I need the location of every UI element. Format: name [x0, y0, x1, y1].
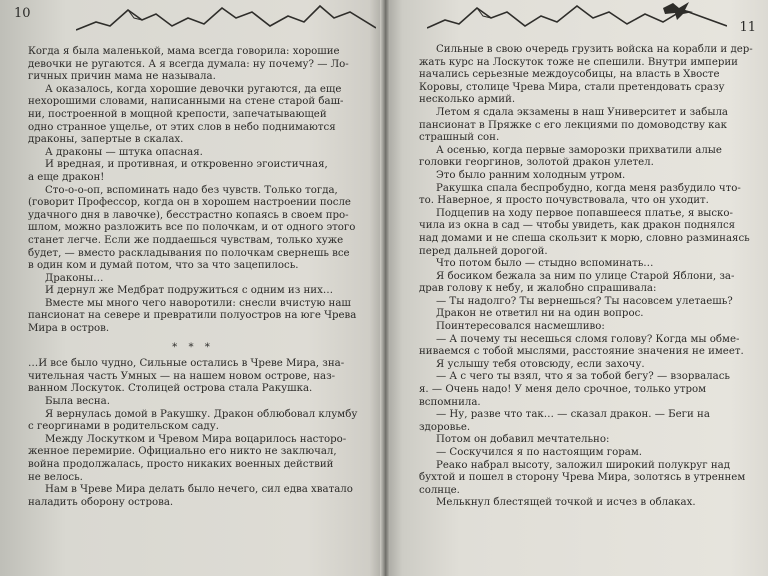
- text-line: Поинтересовался насмешливо:: [436, 321, 605, 333]
- text-line: Я босиком бежала за ним по улице Старой Яблони, за-: [436, 270, 735, 282]
- text-line: Подцепив на ходу первое попавшееся платье, я выско-: [436, 207, 733, 219]
- text-line: — А с чего ты взял, что я за тобой бегу? — взорвалась: [436, 371, 730, 383]
- text-line: Вместе мы много чего наворотили: снесли вчистую наш: [45, 297, 351, 309]
- text-line: война продолжалась, просто никаких военных действий: [28, 459, 334, 470]
- text-line: — А почему ты несешься сломя голову? Когда мы обме-: [436, 333, 740, 345]
- text-line: ни, построенной в мощной крепости, запечатывающей: [28, 108, 327, 120]
- text-line: удачного дня в лавочке), бесстрастно копаясь в своем про-: [28, 209, 349, 221]
- text-line: над домами и не спеша скользит к морю, словно разминаясь: [419, 232, 750, 244]
- text-line: драконы, запертые в скалах.: [28, 134, 184, 146]
- text-line: я. — Очень надо! У меня дело срочное, только утром: [419, 384, 707, 396]
- text-line: нехорошими словами, написанными на стене старой баш-: [28, 96, 344, 108]
- book-spine-gutter: [380, 0, 390, 576]
- text-line: чительная часть Умных — на нашем новом острове, наз-: [28, 370, 336, 382]
- text-line: вспомнила.: [419, 396, 481, 408]
- text-line: перед дальней дорогой.: [419, 245, 548, 257]
- text-line: шлом, можно разложить все по полочкам, и от одного этого: [28, 222, 356, 234]
- right-page-number: 11: [739, 20, 756, 35]
- text-line: И вредная, и противная, и откровенно эгоистичная,: [45, 159, 328, 171]
- text-line: начались серьезные междоусобицы, на власть в Хвосте: [419, 69, 720, 81]
- text-line: А драконы — штука опасная.: [45, 146, 203, 158]
- text-line: здоровье.: [419, 421, 471, 433]
- text-line: …И все было чудно, Сильные остались в Чреве Мира, зна-: [28, 358, 345, 370]
- text-line: будет, — вместо раскладывания по полочкам свернешь все: [28, 247, 350, 259]
- text-line: Я услышу тебя отовсюду, если захочу.: [436, 358, 645, 370]
- text-line: — Соскучился я по настоящим горам.: [436, 447, 643, 458]
- text-line: — Ну, разве что так… — сказал дракон. — Беги на: [436, 409, 710, 421]
- text-line: не велось.: [28, 471, 83, 483]
- text-line: женное перемирие. Официально его никто не заключал,: [28, 446, 337, 458]
- text-line: гичных причин мама не называла.: [28, 71, 216, 83]
- text-line: жать курс на Лоскуток тоже не спешили. Внутри империи: [419, 56, 738, 68]
- text-line: Потом он добавил мечтательно:: [436, 434, 610, 446]
- text-line: Сильные в свою очередь грузить войска на корабли и дер-: [436, 44, 753, 55]
- text-line: Мира в остров.: [28, 323, 110, 335]
- text-line: Между Лоскутком и Чревом Мира воцарилось насторо-: [45, 433, 347, 445]
- mountains-dragon-decoration-right: [427, 0, 727, 34]
- section-divider: * * *: [172, 341, 214, 353]
- text-line: бухтой и пошел в сторону Чрева Мира, золотясь в утреннем: [419, 472, 746, 484]
- text-line: Была весна.: [45, 396, 110, 408]
- right-page: [383, 0, 768, 576]
- text-line: то. Наверное, я просто почувствовала, что он уходит.: [419, 195, 709, 207]
- text-line: страшный сон.: [419, 132, 500, 144]
- text-line: солнце.: [419, 484, 460, 496]
- text-line: Это было ранним холодным утром.: [436, 169, 626, 181]
- text-line: ниваемся с тобой мыслями, расстояние значения не имеет.: [419, 346, 744, 358]
- text-line: несколько армий.: [419, 94, 516, 106]
- text-line: Коровы, столице Чрева Мира, стали претендовать сразу: [419, 81, 725, 93]
- left-page-text: [28, 46, 358, 509]
- text-line: Реако набрал высоту, заложил широкий полукруг над: [436, 459, 730, 471]
- text-line: станет легче. Если же поддаешься чувствам, только хуже: [28, 234, 344, 246]
- text-line: драв голову к небу, и жалобно спрашивала:: [419, 283, 657, 295]
- text-line: Ракушка спала беспробудно, когда меня разбудило что-: [436, 182, 741, 194]
- text-line: с георгинами в родительском саду.: [28, 421, 219, 433]
- text-line: — Ты надолго? Ты вернешься? Ты насовсем улетаешь?: [436, 295, 733, 307]
- right-page-text: [419, 44, 753, 510]
- text-line: Когда я была маленькой, мама всегда говорила: хорошие: [28, 46, 340, 57]
- text-line: Нам в Чреве Мира делать было нечего, сил едва хватало: [45, 484, 353, 496]
- text-line: Я вернулась домой в Ракушку. Дракон облюбовал клумбу: [45, 408, 358, 420]
- text-line: пансионат на севере и превратили полуостров на юге Чрева: [28, 310, 357, 322]
- text-line: Что потом было — стыдно вспоминать…: [436, 258, 654, 270]
- text-line: И дернул же Медбрат подружиться с одним из них…: [45, 285, 334, 297]
- text-line: Дракон не ответил ни на один вопрос.: [436, 308, 644, 320]
- text-line: Драконы…: [45, 272, 104, 284]
- text-line: головки георгинов, золотой дракон улетел.: [419, 157, 654, 169]
- text-line: А оказалось, когда хорошие девочки ругаются, да еще: [45, 83, 342, 95]
- text-line: а еще дракон!: [28, 171, 105, 183]
- text-line: чила из окна в сад — чтобы увидеть, как дракон поднялся: [419, 220, 736, 232]
- text-line: ванном Лоскуток. Столицей острова стала Ракушка.: [28, 383, 313, 395]
- text-line: Летом я сдала экзамены в наш Университет и забыла: [436, 106, 729, 118]
- left-page-number: 10: [14, 6, 31, 21]
- text-line: в один ком и думай потом, что за что зацепилось.: [28, 260, 299, 272]
- text-line: Мелькнул блестящей точкой и исчез в облаках.: [436, 497, 696, 509]
- text-line: наладить оборону острова.: [28, 496, 174, 508]
- text-line: (говорит Профессор, когда он в хорошем настроении после: [28, 197, 351, 209]
- mountains-decoration-left: [76, 0, 376, 34]
- text-line: одно странное ущелье, от этих слов в небо поднимаются: [28, 121, 336, 133]
- text-line: А осенью, когда первые заморозки прихватили алые: [436, 144, 722, 156]
- text-line: девочки не ругаются. А я всегда думала: ну почему? — Ло-: [28, 58, 349, 70]
- text-line: Сто-о-о-оп, вспоминать надо без чувств. Только тогда,: [45, 184, 338, 196]
- text-line: пансионат в Пряжке с его лекциями по домоводству как: [419, 119, 727, 131]
